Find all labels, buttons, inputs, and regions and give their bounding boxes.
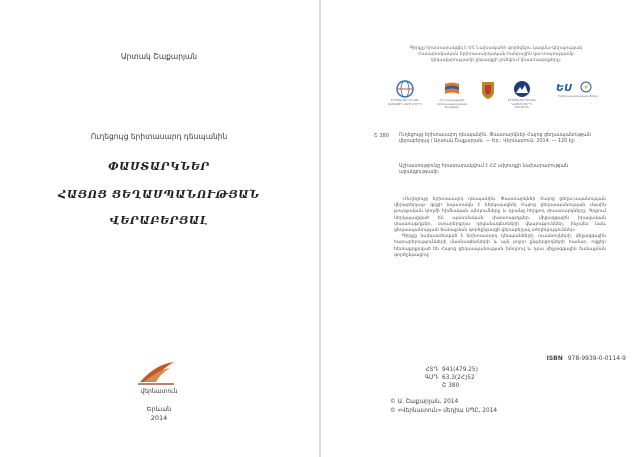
sponsor-logo-2 xyxy=(432,80,472,110)
classification-value: Շ 380 xyxy=(442,383,460,389)
publication-year: 2014 xyxy=(150,414,168,422)
copyright-line: © «Վերնատուն» մեդիա ՍՊԸ, 2014 xyxy=(390,407,498,414)
book-title-line-1: ՓԱՍՏԱՐԿՆԵՐ xyxy=(108,160,210,173)
book-abstract xyxy=(394,197,606,259)
page-fold xyxy=(319,0,321,457)
abstract-paragraph: Գիրքը նախատեսված է երիտասարդ դեսպանների, ուսանողների, միջազգային հարաբերությունների մասնագետների և այն բոլոր ընթերցողների համար, ովքեր հետաքրքրված են Հայոց ցեղասպանության խնդրով և դրա միջազգային ճանաչման գործընթացով։ xyxy=(394,234,606,258)
flag-emblem-icon xyxy=(443,80,461,98)
globe-emblem-icon xyxy=(396,80,414,98)
classification-row xyxy=(414,382,478,390)
eu-logo-icon xyxy=(554,80,602,94)
book-title-line-3: ՎԵՐԱԲԵՐՅԱԼ xyxy=(109,214,209,227)
publisher-name: վերնատուն xyxy=(140,388,178,395)
series-title: Ուղեցույց երիտասարդ դեսպանին xyxy=(90,132,228,141)
isbn-label: ISBN xyxy=(546,355,563,362)
isbn-value: 978-9939-0-0114-9 xyxy=(567,355,626,362)
svg-text:ԵU: ԵU xyxy=(556,83,573,94)
classification-key: ԳՄԴ xyxy=(424,375,438,381)
sponsor-logo-5 xyxy=(552,80,604,99)
classification-row xyxy=(414,374,478,382)
isbn xyxy=(547,355,626,362)
support-note: Աշխատությունը հրատարակվում է ՀՀ սփյուռքի նախարարության աջակցությամբ։ xyxy=(399,164,569,176)
classification-value: 941(479.25) xyxy=(442,367,478,373)
copyright-line: © Ա. Շաքարյան, 2014 xyxy=(390,399,459,405)
copyright-block xyxy=(390,398,497,415)
author-name: Արտակ Շաքարյան xyxy=(120,52,198,61)
classification-key: ՀՏԴ xyxy=(425,367,438,373)
classification-key xyxy=(414,382,438,390)
abstract-paragraph: «Ուղեցույց երիտասարդ դեսպանին. Փաստարկներ Հայոց ցեղա-սպանության վերաբերյալ» գրքի նպատակն է ներկայացնել Հայոց ցեղասպանության մասին թուրքական կողմի հիմնական պնդումները և դրանց հերքող փաստարկները։ Գրքում ներկայացված են պատմական փաստաթղթեր, միջազգային իրավական փաստաթղթեր, օտարերկրյա դիվանագետների վկայություններ, ինչպես նաև ցեղասպանության ճանաչման գործընթացի վերաբերյալ տեղեկություններ։ xyxy=(394,197,606,234)
sponsor-logo-4 xyxy=(504,80,540,110)
logo-caption: ՀՀ Նախագահի երիտասարդական ծրագրեր xyxy=(437,98,467,110)
sponsor-logo-1 xyxy=(386,80,424,106)
classification-row xyxy=(414,366,478,374)
logo-caption: ԵՐԻՏԱՍԱՐԴԱԿԱՆ ԿԱԶՄԱԿԵՐՊ. ԿԵՆՏՐՈՆ xyxy=(507,98,537,110)
publication-city: Երևան xyxy=(146,405,172,413)
catalog-number: Շ 380 xyxy=(374,133,389,139)
mountain-emblem-icon xyxy=(513,80,531,98)
logo-caption: ԵՐԻՏԱՍԱՐԴԱԿԱՆ ԱԶԳԱՅԻՆ ԽՈՐՀՈՒՐԴ xyxy=(388,98,422,106)
left-page xyxy=(0,0,318,457)
logo-caption: Երիտասարդական ֆոնդ xyxy=(558,94,598,98)
sponsor-intro: Գիրքը հրատարակվել է ՀՀ Նախագահի գործվելու կազմա-կերպության Հասարակական երիտասարդական հանրային կա-տարությամբ ղեկավարությամբ ընթացքի լուծվում փաստաթղթերը։ xyxy=(409,46,583,64)
classification-codes xyxy=(414,366,478,390)
publisher-logo-icon xyxy=(134,358,178,388)
book-title-line-2: ՀԱՅՈՑ ՑԵՂԱՍՊԱՆՈՒԹՅԱՆ xyxy=(58,188,260,201)
catalog-entry: Ուղեցույց երիտասարդ դեսպանին. Փաստարկներ Հայոց ցեղասպանության վերաբերյալ / Արտակ Շաքարյան. — Եր.: Վերնատուն, 2014. — 120 էջ։ xyxy=(399,133,591,145)
classification-value: 63.3(2Հ)52 xyxy=(442,375,475,381)
sponsor-logo-3 xyxy=(474,80,502,101)
coat-of-arms-icon xyxy=(479,80,497,100)
